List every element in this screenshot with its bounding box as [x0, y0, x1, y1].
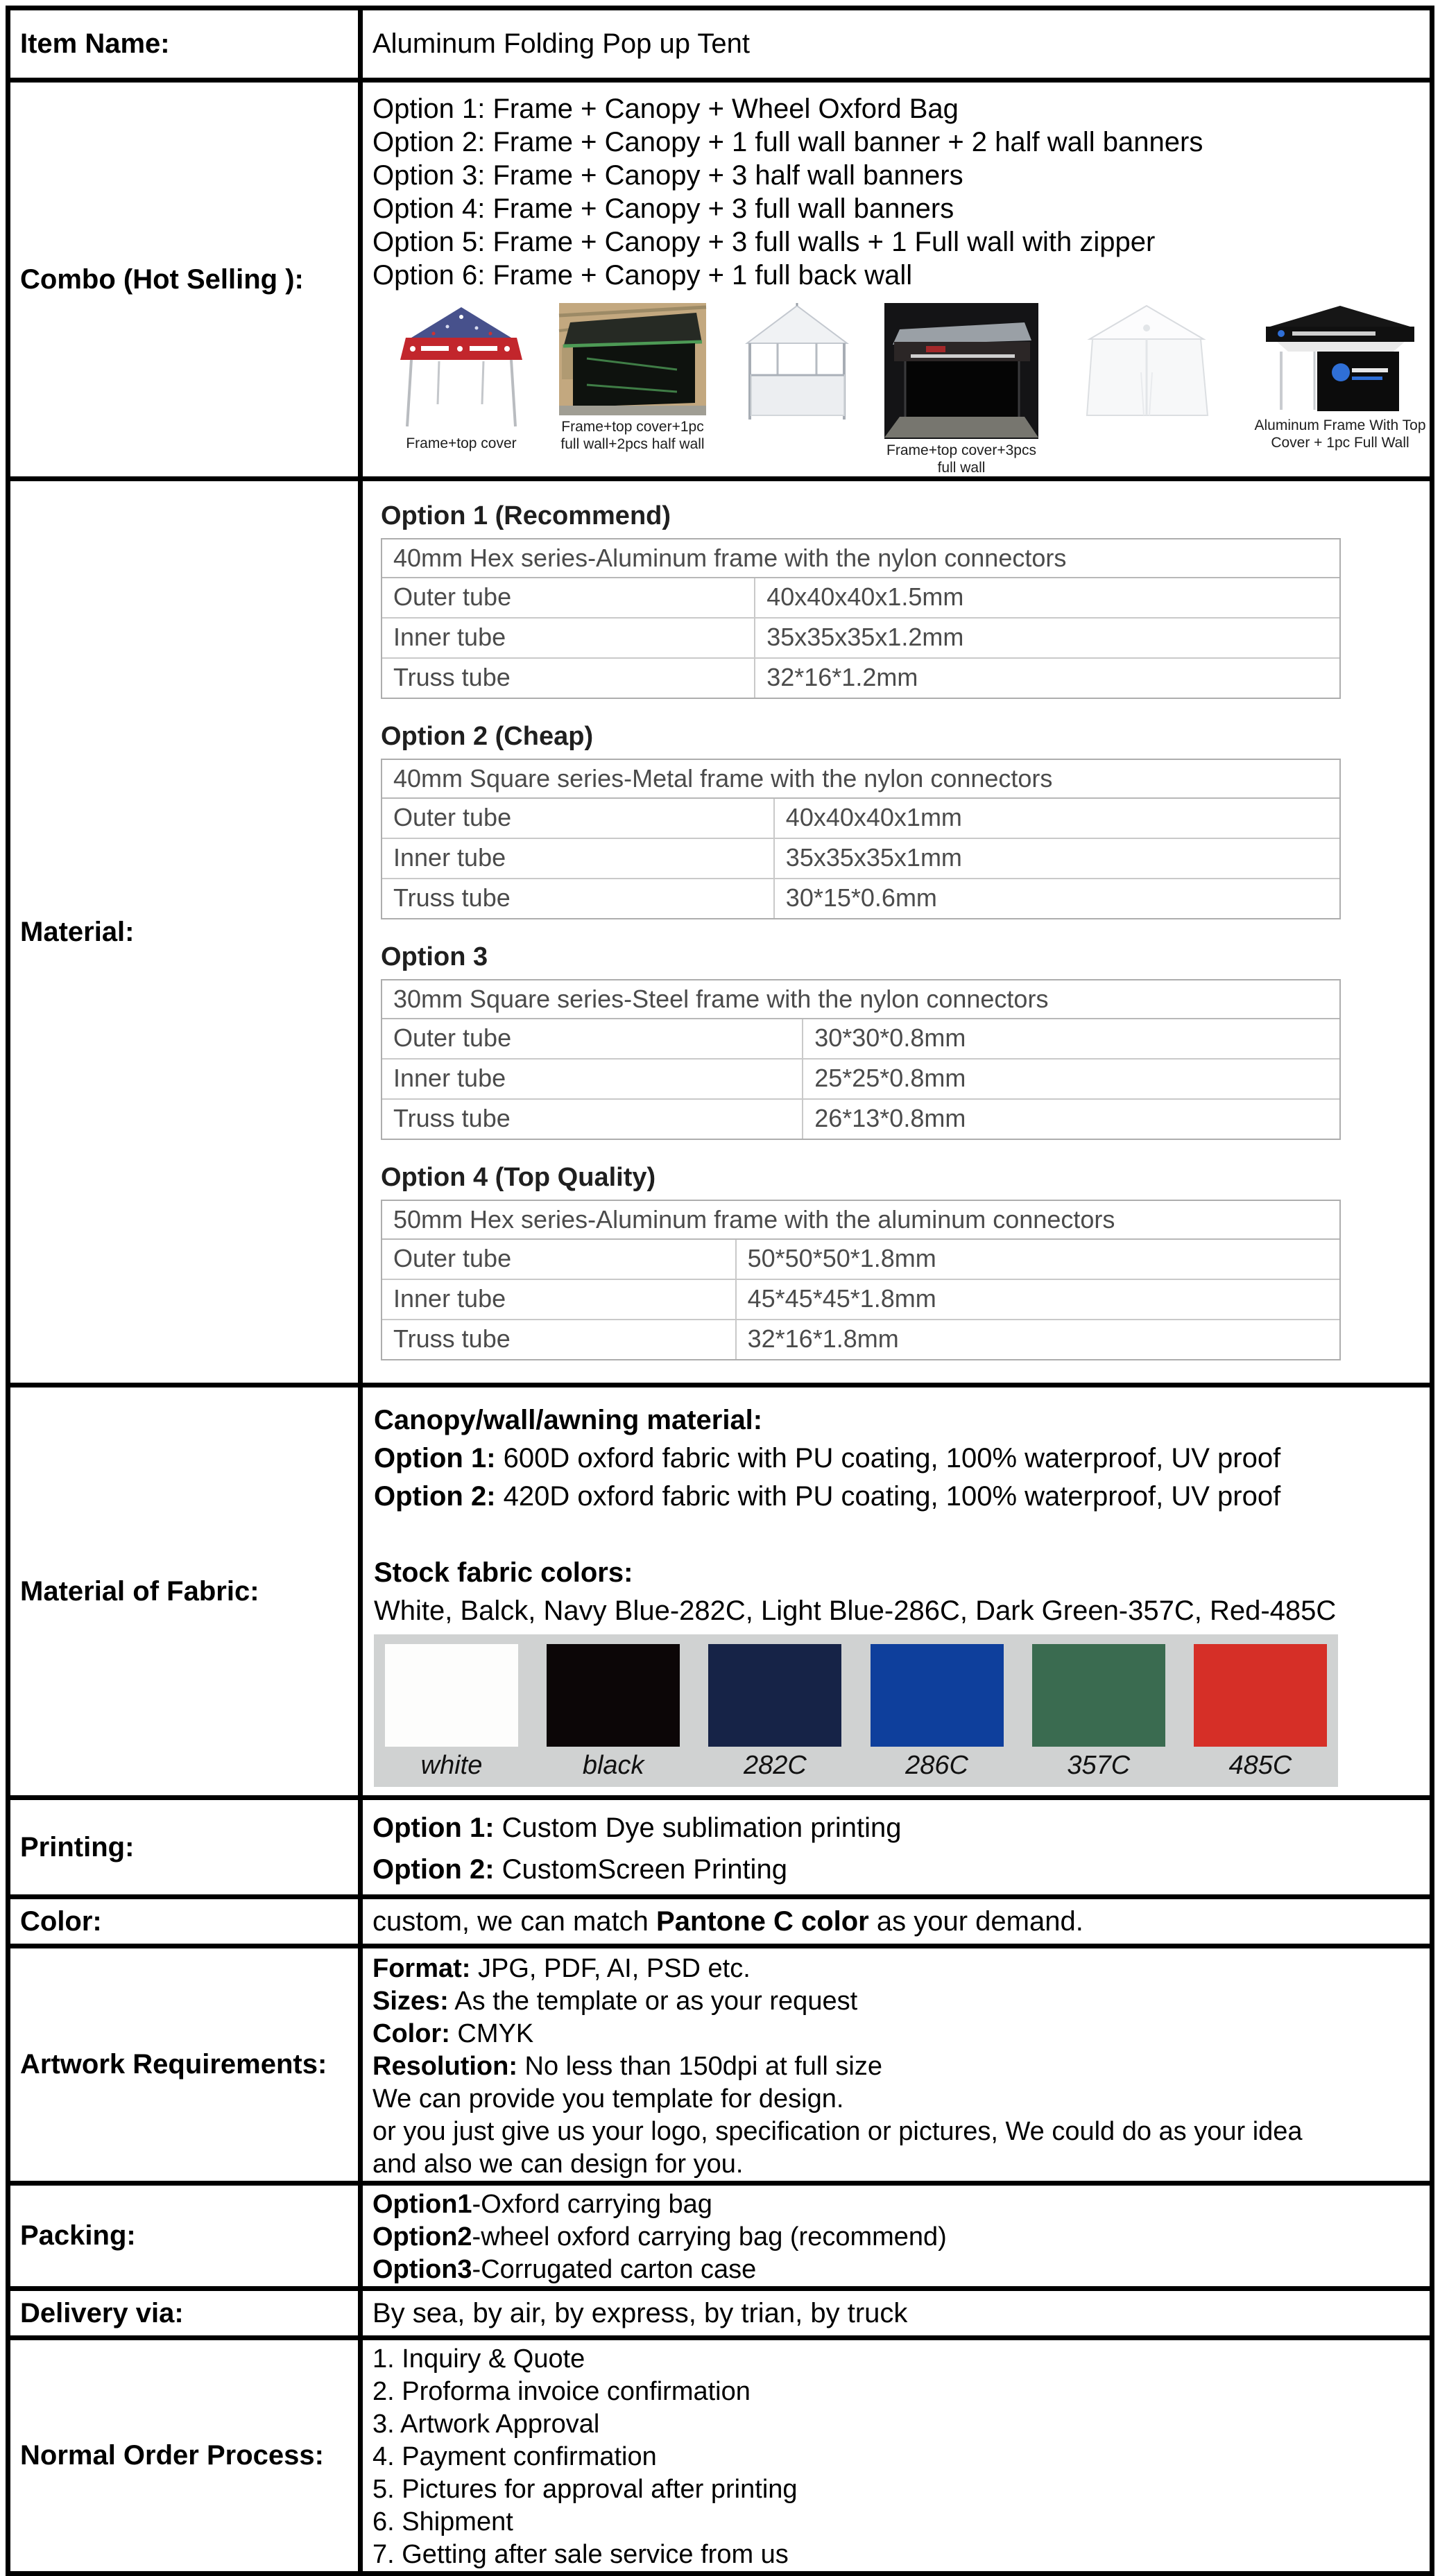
material-option-heading: Option 3	[381, 942, 488, 971]
order-step: 1. Inquiry & Quote	[372, 2344, 585, 2374]
spec-value: 40x40x40x1mm	[785, 803, 962, 831]
spec-value: 26*13*0.8mm	[814, 1104, 966, 1132]
material-spec-table	[381, 1200, 1341, 1360]
artwork-line: We can provide you template for design.	[372, 2084, 844, 2113]
spec-value: 32*16*1.2mm	[766, 663, 918, 691]
row-fabric	[8, 1385, 1432, 1798]
material-option-heading: Option 4 (Top Quality)	[381, 1163, 656, 1192]
color-swatch	[547, 1644, 680, 1747]
spec-value: 45*45*45*1.8mm	[747, 1284, 936, 1313]
artwork-line: Color: CMYK	[372, 2019, 534, 2048]
tent-image-1	[392, 303, 531, 452]
spec-value: 30*30*0.8mm	[814, 1023, 966, 1052]
spec-key: Truss tube	[382, 659, 755, 698]
tent-image-5	[1063, 303, 1230, 425]
item-name-value: Aluminum Folding Pop up Tent	[372, 28, 751, 59]
combo-option: Option 2: Frame + Canopy + 1 full wall banner + 2 half wall banners	[372, 127, 1203, 157]
fabric-label: Material of Fabric:	[8, 1385, 361, 1798]
frame-series: 50mm Hex series-Aluminum frame with the aluminum connectors	[382, 1201, 1339, 1240]
order-step: 5. Pictures for approval after printing	[372, 2475, 798, 2504]
swatch-label: black	[582, 1751, 644, 1780]
row-color	[8, 1897, 1432, 1946]
combo-cell	[361, 80, 1432, 479]
table-row	[382, 1019, 1339, 1060]
artwork-line: or you just give us your logo, specification or pictures, We could do as your idea	[372, 2117, 1303, 2146]
color-label: Color:	[8, 1897, 361, 1946]
swatch-357c	[1032, 1644, 1165, 1781]
artwork-cell	[361, 1946, 1432, 2184]
tent-image-strip	[392, 303, 1430, 476]
row-item-name	[8, 8, 1432, 80]
order-step: 6. Shipment	[372, 2507, 513, 2536]
fabric-option-1: Option 1: 600D oxford fabric with PU coating, 100% waterproof, UV proof	[374, 1443, 1281, 1473]
stock-colors-list: White, Balck, Navy Blue-282C, Light Blue-286C, Dark Green-357C, Red-485C	[374, 1596, 1337, 1626]
row-material	[8, 479, 1432, 1385]
tent-illustration-black-branded-tent	[1251, 303, 1430, 414]
item-name-cell	[361, 8, 1432, 80]
tent-illustration-white-wall-tent	[1063, 303, 1230, 422]
combo-option: Option 3: Frame + Canopy + 3 half wall banners	[372, 160, 963, 191]
color-swatch	[1032, 1644, 1165, 1747]
table-row	[382, 879, 1339, 918]
spec-key: Inner tube	[382, 839, 775, 878]
tent-image-4	[880, 303, 1043, 476]
table-row	[382, 799, 1339, 839]
table-row	[382, 659, 1339, 698]
row-combo	[8, 80, 1432, 479]
spec-value: 40x40x40x1.5mm	[766, 582, 964, 611]
tent-illustration-dark-event-tent	[884, 303, 1038, 439]
tent-caption: Frame+top cover+3pcs full wall	[886, 442, 1036, 476]
frame-series: 30mm Square series-Steel frame with the nylon connectors	[382, 980, 1339, 1019]
combo-option: Option 6: Frame + Canopy + 1 full back wall	[372, 260, 913, 291]
swatch-label: 282C	[743, 1751, 807, 1780]
material-option-heading: Option 2 (Cheap)	[381, 722, 594, 751]
swatch-label: 357C	[1067, 1751, 1131, 1780]
tent-caption: Aluminum Frame With Top Cover + 1pc Full Wall	[1254, 417, 1426, 451]
spec-key: Truss tube	[382, 1320, 737, 1359]
swatch-label: white	[420, 1751, 483, 1780]
frame-series: 40mm Hex series-Aluminum frame with the nylon connectors	[382, 539, 1339, 578]
tent-image-3	[735, 303, 859, 425]
color-cell	[361, 1897, 1432, 1946]
fabric-heading: Canopy/wall/awning material:	[374, 1405, 763, 1435]
color-statement: custom, we can match Pantone C color as your demand.	[372, 1906, 1083, 1937]
artwork-line: and also we can design for you.	[372, 2150, 744, 2179]
artwork-line: Resolution: No less than 150dpi at full size	[372, 2052, 882, 2081]
spec-value: 32*16*1.8mm	[747, 1324, 899, 1353]
spec-key: Truss tube	[382, 879, 775, 918]
order-step: 4. Payment confirmation	[372, 2442, 657, 2471]
artwork-label: Artwork Requirements:	[8, 1946, 361, 2184]
swatch-black	[547, 1644, 680, 1781]
spec-value: 30*15*0.6mm	[785, 883, 937, 912]
stock-colors-heading: Stock fabric colors:	[374, 1557, 633, 1588]
artwork-line: Sizes: As the template or as your request	[372, 1987, 858, 2016]
frame-series: 40mm Square series-Metal frame with the nylon connectors	[382, 760, 1339, 799]
packing-option: Option1-Oxford carrying bag	[372, 2190, 712, 2219]
tent-illustration-striped-canopy	[392, 303, 531, 432]
swatch-485c	[1194, 1644, 1327, 1781]
order-step: 7. Getting after sale service from us	[372, 2540, 789, 2569]
table-row	[382, 1100, 1339, 1139]
tent-caption: Frame+top cover+1pc full wall+2pcs half wall	[560, 419, 705, 452]
printing-label: Printing:	[8, 1798, 361, 1897]
table-row	[382, 839, 1339, 879]
material-option-3	[381, 942, 1430, 1140]
packing-option: Option2-wheel oxford carrying bag (recommend)	[372, 2222, 947, 2251]
printing-option-2: Option 2: CustomScreen Printing	[372, 1854, 787, 1885]
printing-content	[372, 1800, 1430, 1890]
packing-cell	[361, 2184, 1432, 2289]
material-option-4	[381, 1162, 1430, 1360]
spec-key: Outer tube	[382, 578, 755, 617]
row-delivery	[8, 2289, 1432, 2338]
material-spec-table	[381, 538, 1341, 699]
fabric-color-swatches	[374, 1634, 1338, 1787]
combo-options	[372, 83, 1430, 292]
spec-key: Inner tube	[382, 1060, 803, 1098]
swatch-label: 286C	[905, 1751, 968, 1780]
order-process-steps	[372, 2340, 1430, 2571]
printing-option-1: Option 1: Custom Dye sublimation printing	[372, 1813, 902, 1843]
delivery-cell	[361, 2289, 1432, 2338]
packing-content	[372, 2186, 1430, 2286]
tent-image-6	[1251, 303, 1430, 451]
table-row	[382, 578, 1339, 619]
tent-illustration-white-frame-tent	[735, 303, 859, 422]
color-swatch	[385, 1644, 518, 1747]
color-swatch	[871, 1644, 1004, 1747]
artwork-line: Format: JPG, PDF, AI, PSD etc.	[372, 1954, 751, 1983]
material-options	[372, 481, 1430, 1360]
color-swatch	[708, 1644, 841, 1747]
row-printing	[8, 1798, 1432, 1897]
row-order-process	[8, 2338, 1432, 2574]
spec-key: Outer tube	[382, 799, 775, 838]
artwork-content	[372, 1948, 1430, 2181]
spec-value: 35x35x35x1mm	[785, 843, 962, 872]
swatch-label: 485C	[1228, 1751, 1292, 1780]
material-option-heading: Option 1 (Recommend)	[381, 501, 671, 530]
spec-key: Inner tube	[382, 1280, 737, 1319]
fabric-option-2: Option 2: 420D oxford fabric with PU coating, 100% waterproof, UV proof	[374, 1481, 1281, 1512]
spec-key: Outer tube	[382, 1019, 803, 1058]
item-name-label: Item Name:	[8, 8, 361, 80]
spec-key: Inner tube	[382, 619, 755, 657]
table-row	[382, 1320, 1339, 1359]
combo-option: Option 1: Frame + Canopy + Wheel Oxford Bag	[372, 94, 959, 124]
order-step: 2. Proforma invoice confirmation	[372, 2377, 751, 2406]
spec-table	[6, 6, 1434, 2576]
packing-label: Packing:	[8, 2184, 361, 2289]
delivery-methods: By sea, by air, by express, by trian, by truck	[372, 2298, 908, 2328]
order-process-cell	[361, 2338, 1432, 2574]
tent-illustration-warehouse-photo	[559, 303, 706, 415]
delivery-label: Delivery via:	[8, 2289, 361, 2338]
tent-image-2	[551, 303, 714, 453]
row-packing	[8, 2184, 1432, 2289]
swatch-white	[385, 1644, 518, 1781]
spec-value: 25*25*0.8mm	[814, 1064, 966, 1092]
product-spec-sheet	[0, 6, 1440, 2569]
material-cell	[361, 479, 1432, 1385]
combo-option: Option 4: Frame + Canopy + 3 full wall banners	[372, 193, 954, 224]
fabric-content	[372, 1388, 1430, 1787]
row-artwork	[8, 1946, 1432, 2184]
material-option-1	[381, 501, 1430, 699]
fabric-cell	[361, 1385, 1432, 1798]
table-row	[382, 1280, 1339, 1320]
color-swatch	[1194, 1644, 1327, 1747]
order-step: 3. Artwork Approval	[372, 2410, 600, 2439]
table-row	[382, 1060, 1339, 1100]
spec-value: 35x35x35x1.2mm	[766, 623, 964, 651]
combo-label: Combo (Hot Selling ):	[8, 80, 361, 479]
combo-option: Option 5: Frame + Canopy + 3 full walls + 1 Full wall with zipper	[372, 227, 1156, 257]
printing-cell	[361, 1798, 1432, 1897]
swatch-286c	[871, 1644, 1004, 1781]
order-process-label: Normal Order Process:	[8, 2338, 361, 2574]
tent-caption: Frame+top cover	[406, 435, 517, 451]
swatch-282c	[708, 1644, 841, 1781]
material-spec-table	[381, 759, 1341, 919]
table-row	[382, 619, 1339, 659]
material-option-2	[381, 721, 1430, 919]
material-spec-table	[381, 979, 1341, 1140]
material-label: Material:	[8, 479, 361, 1385]
table-row	[382, 1240, 1339, 1280]
spec-key: Outer tube	[382, 1240, 737, 1279]
spec-value: 50*50*50*1.8mm	[747, 1244, 936, 1272]
packing-option: Option3-Corrugated carton case	[372, 2255, 757, 2284]
spacer	[374, 1516, 1430, 1554]
spec-key: Truss tube	[382, 1100, 803, 1139]
